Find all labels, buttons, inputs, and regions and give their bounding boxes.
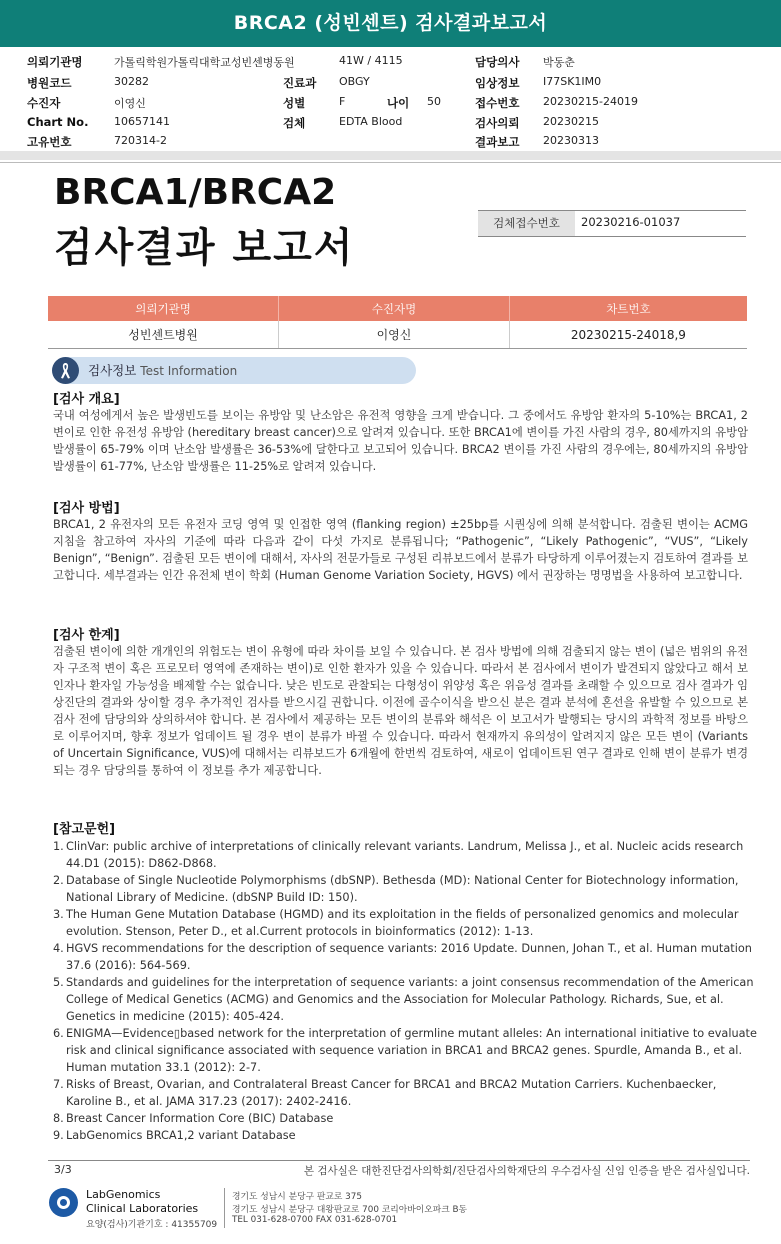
certification-note: 본 검사실은 대한진단검사의학회/진단검사의학재단의 우수검사실 신임 인증을 받은 검사실입니다. [303, 1165, 750, 1177]
info-label: 병원코드 [27, 76, 72, 90]
table-cell: 이영신 [279, 321, 510, 349]
footer-separator [224, 1188, 225, 1228]
info-label: 진료과 [283, 76, 317, 90]
info-label: 고유번호 [27, 135, 72, 149]
list-item [53, 872, 765, 906]
info-label: 담당의사 [475, 55, 520, 69]
info-value: F [339, 95, 346, 108]
table-cell: 20230215-24018,9 [509, 321, 747, 349]
info-label: 성별 [283, 96, 306, 110]
method-text: BRCA1, 2 유전자의 모든 유전자 코딩 영역 및 인접한 영역 (flanking region) ±25bp를 시퀀싱에 의해 분석합니다. 검출된 변이는 ACMG 지침을 참고하여 자사의 기준에 따라 다음과 같이 다섯 가지로 분류됩니다; “Pathogenic”, “Likely Pathogenic”, “VUS”, “Likely Benign”, “Benign”. 검출된 모든 변이에 대해서, 자사의 전문가들로 구성된 리뷰보드에서 분류가 타당하게 이루어졌는지 검토하여 결과를 보고합니다. 세부결과는 인간 유전체 변이 학회 (Human Genome Variation Society, HGVS) 에서 권장하는 명명법을 사용하여 보고합니다. [53, 518, 748, 582]
patient-summary-table [48, 296, 747, 349]
info-row [0, 75, 781, 93]
test-info-label [88, 357, 237, 385]
phone-fax: TEL 031-628-0700 FAX 031-628-0701 [232, 1215, 398, 1225]
info-value: 720314-2 [114, 134, 167, 147]
list-number: 6. [53, 1027, 64, 1040]
labgenomics-logo-icon [49, 1188, 78, 1217]
reference-text: The Human Gene Mutation Database (HGMD) and its exploitation in the fields of personalized genomics and molecular evolution. Stenson, Peter D., et al.Current protocols in bioinformatics (2012): 1-13. [66, 908, 739, 938]
info-value: 20230313 [543, 134, 599, 147]
address-line: 경기도 성남시 분당구 판교로 375 [232, 1192, 362, 1202]
list-number: 4. [53, 942, 64, 955]
header-divider-line [0, 162, 781, 163]
reference-text: ENIGMA—Evidence▯based network for the interpretation of germline mutant alleles: An international initiative to evaluate risk and clinical significance associated with sequence variation in BRCA1 and BRCA2 genes. Spurdle, Amanda B., et al. Human mutation 33.1 (2012): 2-7. [66, 1027, 757, 1074]
info-value: EDTA Blood [339, 115, 403, 128]
overview-heading: [검사 개요] [53, 392, 120, 407]
info-value: 이영신 [114, 97, 146, 110]
reference-text: Database of Single Nucleotide Polymorphisms (dbSNP). Bethesda (MD): National Center for Biotechnology information, National Library of Medicine. (dbSNP Build ID: 150). [66, 874, 739, 904]
info-value: 가톨릭학원가톨릭대학교성빈센병동원 [114, 56, 295, 69]
report-header-bar [0, 0, 781, 47]
info-label: 수진자 [27, 96, 61, 110]
specimen-number-label: 검체접수번호 [478, 211, 575, 236]
reference-text: Breast Cancer Information Core (BIC) Database [66, 1112, 334, 1125]
table-header: 의뢰기관명 [48, 296, 279, 321]
info-value: 30282 [114, 75, 149, 88]
info-label: 임상정보 [475, 76, 520, 90]
specimen-number-box [478, 210, 746, 237]
list-item [53, 1025, 765, 1076]
info-value: 20230215 [543, 115, 599, 128]
list-item [53, 940, 765, 974]
address-line: 경기도 성남시 분당구 대왕판교로 700 코리아바이오파크 B동 [232, 1205, 468, 1215]
table-header: 수진자명 [279, 296, 510, 321]
list-number: 1. [53, 840, 64, 853]
specimen-number-value: 20230216-01037 [581, 215, 681, 229]
footer-divider [48, 1160, 750, 1161]
reference-text: HGVS recommendations for the description of sequence variants: 2016 Update. Dunnen, Johan T., et al. Human mutation 37.6 (2016): 564-569. [66, 942, 752, 972]
table-header: 차트번호 [509, 296, 747, 321]
list-item [53, 1110, 765, 1127]
table-header-row [48, 296, 747, 321]
info-value: 10657141 [114, 115, 170, 128]
info-value: I77SK1IM0 [543, 75, 602, 88]
list-item [53, 974, 765, 1025]
reference-text: Standards and guidelines for the interpretation of sequence variants: a joint consensus recommendation of the American College of Medical Genetics (ACMG) and Genomics and the Association for Molecular Pathology. Richards, Sue, et al. Genetics in medicine (2015): 405-424. [66, 976, 754, 1023]
list-item [53, 1127, 765, 1144]
info-row [0, 54, 781, 72]
references-heading: [참고문헌] [53, 822, 116, 837]
limitation-heading: [검사 한계] [53, 628, 120, 643]
page-number: 3/3 [54, 1163, 72, 1176]
info-row [0, 115, 781, 133]
limitation-text: 검출된 변이에 의한 개개인의 위험도는 변이 유형에 따라 차이를 보일 수 있습니다. 본 검사 방법에 의해 검출되지 않는 변이 (넓은 범위의 유전자 구조적 변이 혹은 프로모터 영역에 존재하는 변이)로 인한 환자가 있을 수 있습니다. 따라서 본 검사에서 변이가 발견되지 않았다고 해서 보인자나 환자일 가능성을 배제할 수는 없습니다. 낮은 빈도로 관찰되는 다형성이 위양성 혹은 위음성 결과를 초래할 수 있으므로 검사 결과가 임상진단의 결과와 상이할 경우 추가적인 검사를 받으시길 권합니다. 이전에 골수이식을 받으신 분은 결과 분석에 혼선을 유발할 수 있으므로 본 검사 전에 담당의와 상의하셔야 합니다. 본 검사에서 제공하는 모든 변이의 분류와 해석은 이 보고서가 발행되는 당시의 과학적 정보를 바탕으로 이루어지며, 향후 정보가 업데이트 될 경우 변이 분류가 바뀔 수 있습니다. 따라서 현재까지 유의성이 알려지지 않은 모든 변이 (Variants of Uncertain Significance, VUS)에 대해서는 리뷰보드가 6개월에 한번씩 검토하여, 새로이 업데이트된 연구 결과로 인해 변이 분류가 변경되는 경우 담당의를 통하여 이 정보를 추가 제공합니다. [53, 645, 748, 777]
list-item [53, 1076, 765, 1110]
reference-text: LabGenomics BRCA1,2 variant Database [66, 1129, 296, 1142]
info-value: OBGY [339, 75, 370, 88]
report-title-line1: BRCA1/BRCA2 [54, 172, 337, 213]
reference-text: ClinVar: public archive of interpretations of clinically relevant variants. Landrum, Melissa J., et al. Nucleic acids research 44.D1 (2015): D862-D868. [66, 840, 744, 870]
info-row [0, 134, 781, 152]
table-cell: 성빈센트병원 [48, 321, 279, 349]
list-number: 7. [53, 1078, 64, 1091]
lab-name-sub: Clinical Laboratories [86, 1202, 199, 1215]
list-number: 5. [53, 976, 64, 989]
ribbon-icon [52, 357, 79, 384]
age-label: 나이 [387, 96, 410, 110]
list-item [53, 838, 765, 872]
age-value: 50 [427, 95, 441, 108]
references-list [53, 838, 765, 1144]
header-divider [0, 151, 781, 160]
list-number: 9. [53, 1129, 64, 1142]
info-value: 41W / 4115 [339, 54, 403, 67]
table-row [48, 321, 747, 349]
info-label: 검사의뢰 [475, 116, 520, 130]
lab-code: 요양(검사)기관기호 : 41355709 [86, 1220, 218, 1230]
test-info-label-ko: 검사정보 [88, 363, 137, 378]
report-header-title: BRCA2 (성빈센트) 검사결과보고서 [233, 12, 548, 34]
info-label: 검체 [283, 116, 306, 130]
info-row [0, 95, 781, 113]
info-value: 20230215-24019 [543, 95, 638, 108]
lab-name: LabGenomics [86, 1188, 161, 1201]
list-item [53, 906, 765, 940]
test-info-label-en: Test Information [140, 364, 238, 378]
reference-text: Risks of Breast, Ovarian, and Contralateral Breast Cancer for BRCA1 and BRCA2 Mutation Carriers. Kuchenbaecker, Karoline B., et al. JAMA 317.23 (2017): 2402-2416. [66, 1078, 717, 1108]
test-info-section-tab [52, 357, 416, 384]
list-number: 8. [53, 1112, 64, 1125]
list-number: 2. [53, 874, 64, 887]
report-title-line2: 검사결과 보고서 [54, 225, 355, 271]
info-label: Chart No. [27, 115, 89, 129]
info-value: 박동춘 [543, 56, 575, 69]
info-label: 의뢰기관명 [27, 55, 83, 69]
list-number: 3. [53, 908, 64, 921]
info-label: 접수번호 [475, 96, 520, 110]
overview-text: 국내 여성에게서 높은 발생빈도를 보이는 유방암 및 난소암은 유전적 영향을 크게 받습니다. 그 중에서도 유방암 환자의 5-10%는 BRCA1, 2 변이로 인한 유전성 유방암 (hereditary breast cancer)으로 알려져 있습니다. 또한 BRCA1에 변이를 가진 사람의 경우, 80세까지의 유방암 발생률이 65-79% 이며 난소암 발생률은 36-53%에 달한다고 보고되어 있습니다. BRCA2 변이를 가진 사람의 경우에는, 80세까지의 유방암 발생률이 61-77%, 난소암 발생률은 11-25%로 알려져 있습니다. [53, 409, 748, 473]
method-heading: [검사 방법] [53, 501, 120, 516]
info-label: 결과보고 [475, 135, 520, 149]
